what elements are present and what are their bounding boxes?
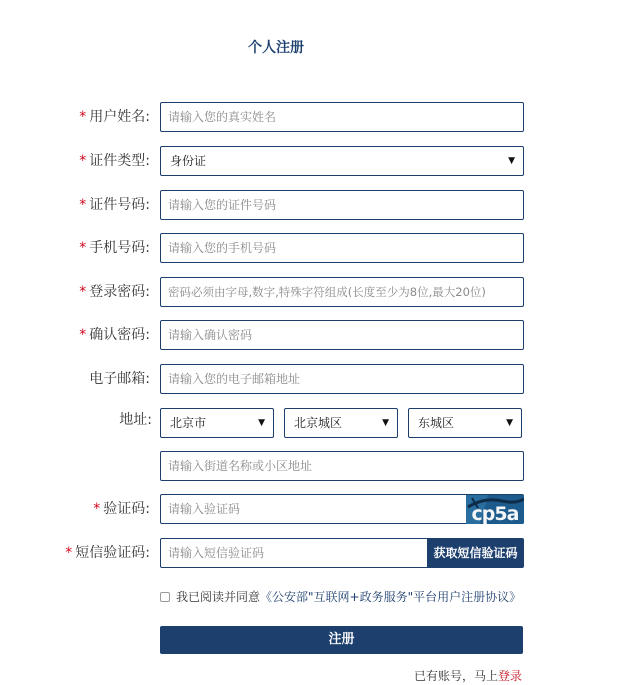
id-type-selected-value: 身份证 xyxy=(170,154,207,168)
login-prompt-text: 已有账号，马上 xyxy=(413,669,498,683)
caret-down-icon: ▼ xyxy=(258,418,265,428)
page-title: 个人注册 xyxy=(248,40,304,56)
get-sms-code-button[interactable]: 获取短信验证码 xyxy=(427,538,524,568)
id-type-label-text: 证件类型: xyxy=(89,153,150,169)
email-input[interactable] xyxy=(160,364,524,394)
form-row-address xyxy=(0,408,640,438)
phone-label-text: 手机号码: xyxy=(89,240,150,256)
name-input[interactable] xyxy=(160,102,524,132)
sms-code-label xyxy=(65,538,150,568)
email-label: 电子邮箱: xyxy=(89,371,150,387)
caret-down-icon: ▼ xyxy=(508,156,515,166)
id-number-label-text: 证件号码: xyxy=(89,197,150,213)
confirm-password-input[interactable] xyxy=(160,320,524,350)
name-label-text: 用户姓名: xyxy=(89,109,150,125)
captcha-image[interactable] xyxy=(466,495,524,524)
id-type-label xyxy=(79,146,150,176)
required-mark: * xyxy=(79,109,87,125)
password-label-text: 登录密码: xyxy=(89,284,150,300)
address-label: 地址: xyxy=(119,412,152,428)
required-mark: * xyxy=(93,501,101,517)
agreement-link[interactable]: 《公安部"互联网+政务服务"平台用户注册协议》 xyxy=(260,590,522,604)
sms-code-input[interactable] xyxy=(160,538,428,568)
captcha-graphic xyxy=(466,495,524,524)
agreement-row xyxy=(160,590,521,604)
form-row-confirm-password xyxy=(0,320,640,350)
password-input[interactable] xyxy=(160,277,524,307)
area-select[interactable] xyxy=(408,408,522,438)
form-row-captcha xyxy=(0,494,640,524)
caret-down-icon: ▼ xyxy=(382,418,389,428)
form-row-id-type xyxy=(0,146,640,176)
form-row-sms-code xyxy=(0,538,640,568)
phone-label xyxy=(79,233,150,263)
phone-input[interactable] xyxy=(160,233,524,263)
captcha-label-text: 验证码: xyxy=(103,501,150,517)
form-row-street xyxy=(0,451,640,481)
checkbox-icon[interactable] xyxy=(160,592,170,602)
form-row-name xyxy=(0,102,640,132)
captcha-text: cp5a xyxy=(471,503,519,524)
city-selected-value: 北京市 xyxy=(170,416,207,430)
required-mark: * xyxy=(79,327,87,343)
name-label xyxy=(79,102,150,132)
form-row-password xyxy=(0,277,640,307)
id-number-input[interactable] xyxy=(160,190,524,220)
agreement-prefix: 我已阅读并同意 xyxy=(176,590,261,604)
sms-code-label-text: 短信验证码: xyxy=(75,545,150,561)
password-label xyxy=(79,277,150,307)
district-selected-value: 北京城区 xyxy=(294,416,343,430)
area-selected-value: 东城区 xyxy=(418,416,455,430)
required-mark: * xyxy=(65,545,73,561)
district-select[interactable] xyxy=(284,408,398,438)
required-mark: * xyxy=(79,153,87,169)
captcha-label xyxy=(93,494,150,524)
login-prompt xyxy=(414,669,522,683)
street-input[interactable] xyxy=(160,451,524,481)
id-type-select[interactable] xyxy=(160,146,524,176)
register-button[interactable]: 注册 xyxy=(160,626,523,654)
form-row-phone xyxy=(0,233,640,263)
login-link[interactable]: 登录 xyxy=(497,669,522,683)
confirm-password-label xyxy=(79,320,150,350)
city-select[interactable] xyxy=(160,408,274,438)
form-row-id-number xyxy=(0,190,640,220)
required-mark: * xyxy=(79,240,87,256)
id-number-label xyxy=(79,190,150,220)
caret-down-icon: ▼ xyxy=(506,418,513,428)
form-row-email xyxy=(0,364,640,394)
confirm-password-label-text: 确认密码: xyxy=(89,327,150,343)
required-mark: * xyxy=(79,197,87,213)
required-mark: * xyxy=(79,284,87,300)
